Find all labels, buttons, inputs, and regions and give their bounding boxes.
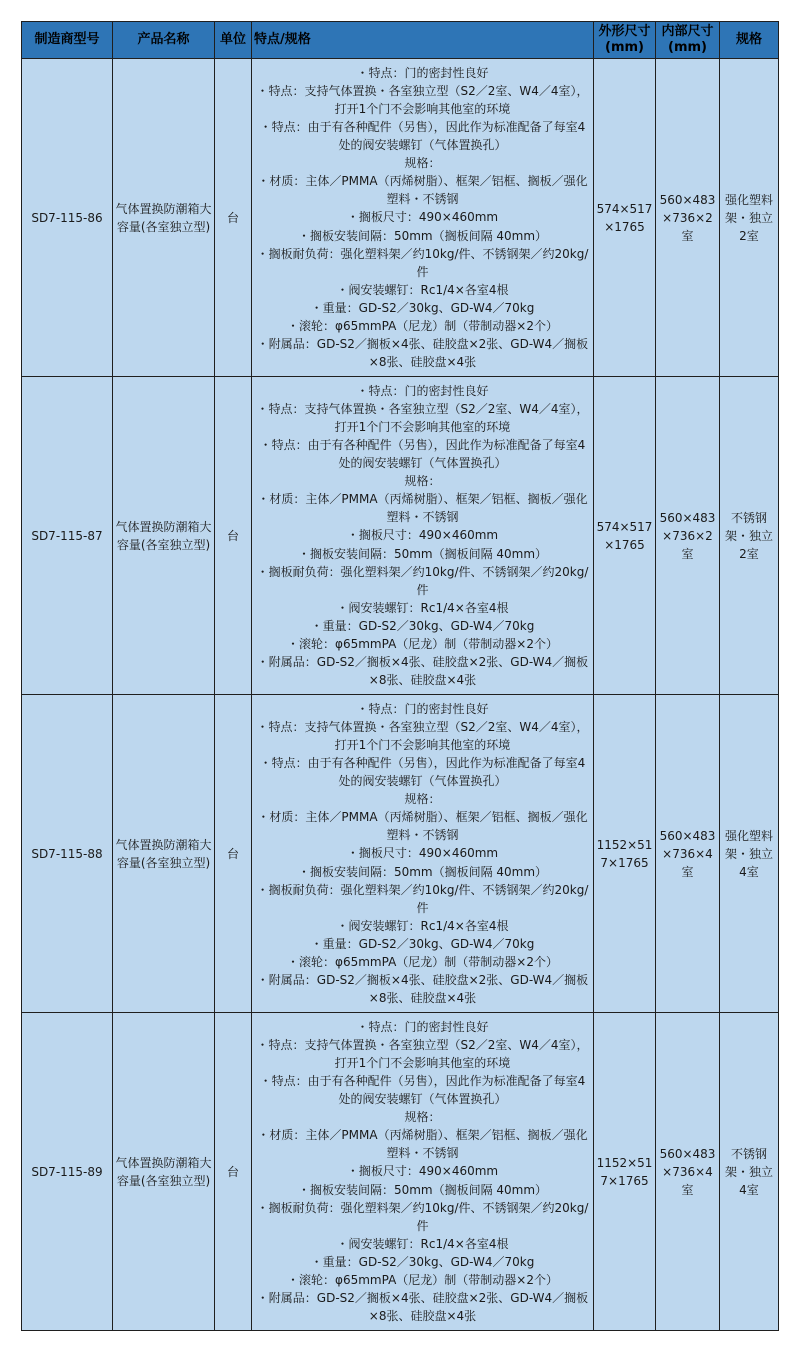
spec-line: ・特点：门的密封性良好 (356, 383, 489, 398)
spec-line: 规格： (404, 792, 441, 807)
spec-line: ・特点：支持气体置换・各室独立型（S2／2室、W4／4室），打开1个门不会影响其他室的环境 (256, 401, 589, 434)
cell-model: SD7-115-86 (22, 59, 113, 377)
cell-outer-size: 1152×517×1765 (594, 695, 656, 1013)
spec-line: ・材质：主体／PMMA（丙烯树脂）、框架／铝框、搁板／强化塑料・不锈钢 (257, 1128, 588, 1161)
spec-line: ・搁板安装间隔：50mm（搁板间隔 40mm） (297, 546, 548, 561)
header-name: 产品名称 (113, 22, 215, 59)
spec-line: ・搁板尺寸：490×460mm (346, 528, 499, 543)
header-unit: 单位 (215, 22, 252, 59)
spec-line: ・材质：主体／PMMA（丙烯树脂）、框架／铝框、搁板／强化塑料・不锈钢 (257, 492, 588, 525)
cell-style: 不锈钢架・独立4室 (720, 1013, 779, 1331)
cell-model: SD7-115-89 (22, 1013, 113, 1331)
cell-spec (252, 1013, 594, 1331)
cell-outer-size: 1152×517×1765 (594, 1013, 656, 1331)
spec-line: ・重量：GD-S2／30kg、GD-W4／70kg (310, 618, 535, 633)
spec-line: ・特点：支持气体置换・各室独立型（S2／2室、W4／4室），打开1个门不会影响其他室的环境 (256, 1037, 589, 1070)
cell-outer-size: 574×517×1765 (594, 377, 656, 695)
spec-line: ・阀安装螺钉：Rc1/4×各室4根 (336, 1236, 509, 1251)
cell-inner-size: 560×483×736×2室 (656, 59, 720, 377)
spec-line: ・附属品：GD-S2／搁板×4张、硅胶盘×2张、GD-W4／搁板×8张、硅胶盘×4张 (256, 655, 589, 688)
spec-line: ・材质：主体／PMMA（丙烯树脂）、框架／铝框、搁板／强化塑料・不锈钢 (257, 810, 588, 843)
cell-inner-size: 560×483×736×4室 (656, 1013, 720, 1331)
spec-line: ・特点：由于有各种配件（另售），因此作为标准配备了每室4处的阀安装螺钉（气体置换孔） (259, 1073, 586, 1107)
spec-line: ・搁板耐负荷：强化塑料架／约10kg/件、不锈钢架／约20kg/件 (256, 564, 589, 597)
spec-line: ・搁板耐负荷：强化塑料架／约10kg/件、不锈钢架／约20kg/件 (256, 882, 589, 915)
spec-line: ・特点：门的密封性良好 (356, 701, 489, 716)
spec-line: ・特点：门的密封性良好 (356, 65, 489, 80)
cell-name: 气体置换防潮箱大容量(各室独立型) (113, 1013, 215, 1331)
cell-spec (252, 59, 594, 377)
spec-line: 规格： (404, 474, 441, 489)
spec-line: ・搁板尺寸：490×460mm (346, 1164, 499, 1179)
spec-line: ・滚轮：φ65mmPA（尼龙）制（带制动器×2个） (287, 319, 558, 334)
cell-outer-size: 574×517×1765 (594, 59, 656, 377)
spec-line: ・搁板耐负荷：强化塑料架／约10kg/件、不锈钢架／约20kg/件 (256, 246, 589, 279)
spec-line: ・特点：支持气体置换・各室独立型（S2／2室、W4／4室），打开1个门不会影响其他室的环境 (256, 83, 589, 116)
spec-line: ・特点：支持气体置换・各室独立型（S2／2室、W4／4室），打开1个门不会影响其他室的环境 (256, 719, 589, 752)
header-row (22, 22, 779, 59)
spec-line: ・特点：由于有各种配件（另售），因此作为标准配备了每室4处的阀安装螺钉（气体置换孔） (259, 119, 586, 153)
header-model: 制造商型号 (22, 22, 113, 59)
cell-name: 气体置换防潮箱大容量(各室独立型) (113, 695, 215, 1013)
spec-line: ・阀安装螺钉：Rc1/4×各室4根 (336, 282, 509, 297)
cell-model: SD7-115-88 (22, 695, 113, 1013)
cell-unit: 台 (215, 59, 252, 377)
spec-line: ・搁板安装间隔：50mm（搁板间隔 40mm） (297, 1182, 548, 1197)
cell-spec (252, 377, 594, 695)
cell-name: 气体置换防潮箱大容量(各室独立型) (113, 59, 215, 377)
spec-line: ・搁板耐负荷：强化塑料架／约10kg/件、不锈钢架／约20kg/件 (256, 1200, 589, 1233)
spec-line: ・滚轮：φ65mmPA（尼龙）制（带制动器×2个） (287, 955, 558, 970)
header-inner-size: 内部尺寸(mm) (656, 22, 720, 59)
spec-line: ・重量：GD-S2／30kg、GD-W4／70kg (310, 1254, 535, 1269)
table-row (22, 1013, 779, 1331)
spec-line: ・滚轮：φ65mmPA（尼龙）制（带制动器×2个） (287, 637, 558, 652)
spec-line: ・阀安装螺钉：Rc1/4×各室4根 (336, 600, 509, 615)
header-outer-size: 外形尺寸(mm) (594, 22, 656, 59)
table-row (22, 377, 779, 695)
cell-spec (252, 695, 594, 1013)
spec-line: ・重量：GD-S2／30kg、GD-W4／70kg (310, 300, 535, 315)
spec-line: ・附属品：GD-S2／搁板×4张、硅胶盘×2张、GD-W4／搁板×8张、硅胶盘×4张 (256, 337, 589, 370)
cell-name: 气体置换防潮箱大容量(各室独立型) (113, 377, 215, 695)
spec-line: ・附属品：GD-S2／搁板×4张、硅胶盘×2张、GD-W4／搁板×8张、硅胶盘×4张 (256, 1291, 589, 1324)
spec-line: ・搁板尺寸：490×460mm (346, 210, 499, 225)
cell-style: 强化塑料架・独立4室 (720, 695, 779, 1013)
spec-line: ・材质：主体／PMMA（丙烯树脂）、框架／铝框、搁板／强化塑料・不锈钢 (257, 174, 588, 207)
table-row (22, 59, 779, 377)
spec-line: ・阀安装螺钉：Rc1/4×各室4根 (336, 918, 509, 933)
cell-unit: 台 (215, 377, 252, 695)
spec-line: ・特点：由于有各种配件（另售），因此作为标准配备了每室4处的阀安装螺钉（气体置换孔） (259, 755, 586, 789)
spec-line: ・附属品：GD-S2／搁板×4张、硅胶盘×2张、GD-W4／搁板×8张、硅胶盘×4张 (256, 973, 589, 1006)
header-spec: 特点/规格 (252, 22, 594, 59)
header-style: 规格 (720, 22, 779, 59)
cell-unit: 台 (215, 1013, 252, 1331)
cell-inner-size: 560×483×736×2室 (656, 377, 720, 695)
table-row (22, 695, 779, 1013)
spec-line: 规格： (404, 1110, 441, 1125)
cell-style: 不锈钢架・独立2室 (720, 377, 779, 695)
cell-model: SD7-115-87 (22, 377, 113, 695)
spec-line: ・滚轮：φ65mmPA（尼龙）制（带制动器×2个） (287, 1273, 558, 1288)
spec-line: ・搁板安装间隔：50mm（搁板间隔 40mm） (297, 864, 548, 879)
product-spec-table (21, 21, 779, 1331)
cell-inner-size: 560×483×736×4室 (656, 695, 720, 1013)
cell-style: 强化塑料架・独立2室 (720, 59, 779, 377)
spec-line: ・特点：由于有各种配件（另售），因此作为标准配备了每室4处的阀安装螺钉（气体置换孔） (259, 437, 586, 471)
cell-unit: 台 (215, 695, 252, 1013)
spec-line: ・特点：门的密封性良好 (356, 1019, 489, 1034)
spec-line: 规格： (404, 156, 441, 171)
spec-line: ・搁板安装间隔：50mm（搁板间隔 40mm） (297, 228, 548, 243)
spec-line: ・搁板尺寸：490×460mm (346, 846, 499, 861)
spec-line: ・重量：GD-S2／30kg、GD-W4／70kg (310, 936, 535, 951)
